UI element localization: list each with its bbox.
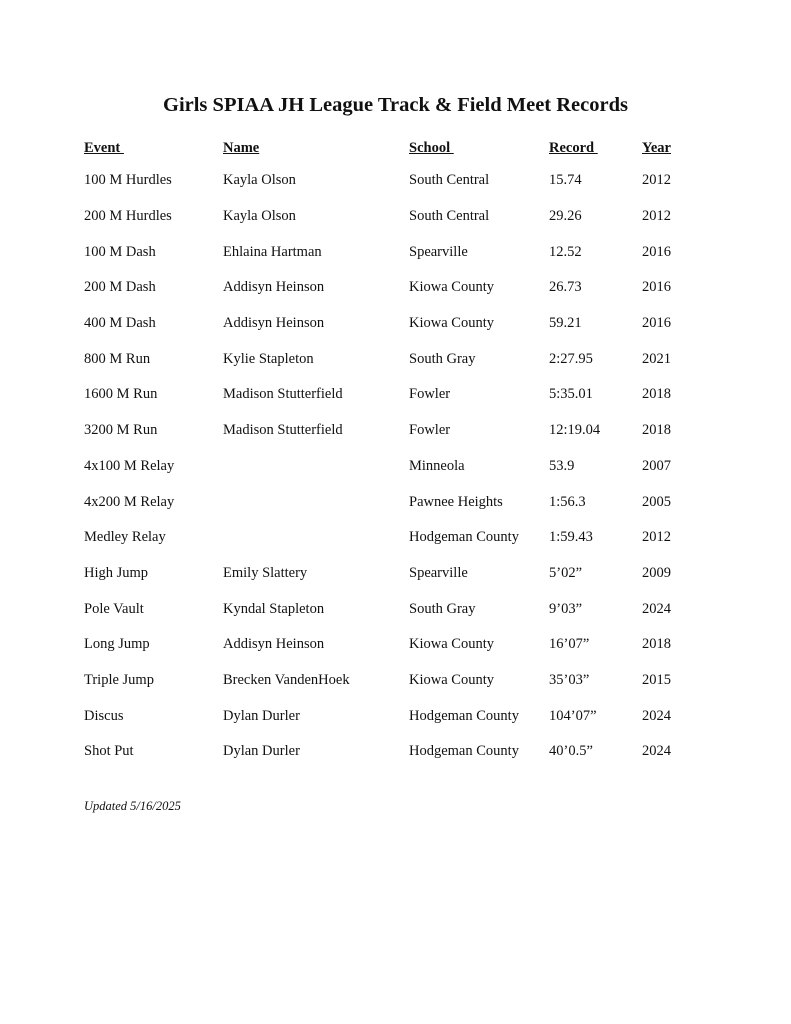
- cell-name: Addisyn Heinson: [223, 279, 325, 296]
- cell-event: 3200 M Run: [84, 422, 158, 439]
- cell-year: 2016: [642, 243, 671, 260]
- cell-event: Shot Put: [84, 743, 134, 760]
- cell-record: 35’03”: [549, 671, 590, 688]
- cell-year: 2015: [642, 671, 671, 688]
- cell-name: Kayla Olson: [223, 172, 296, 189]
- cell-school: Hodgeman County: [409, 707, 519, 724]
- cell-year: 2018: [642, 386, 671, 403]
- cell-record: 1:56.3: [549, 493, 586, 510]
- cell-name: Kylie Stapleton: [223, 350, 314, 367]
- cell-record: 53.9: [549, 457, 575, 474]
- cell-record: 59.21: [549, 315, 582, 332]
- cell-name: Brecken VandenHoek: [223, 671, 350, 688]
- cell-school: Hodgeman County: [409, 743, 519, 760]
- table-row: [84, 663, 724, 699]
- column-header-record: Record: [549, 139, 598, 156]
- table-row: [84, 484, 724, 520]
- cell-name: Madison Stutterfield: [223, 386, 343, 403]
- cell-record: 104’07”: [549, 707, 597, 724]
- page-title: Girls SPIAA JH League Track & Field Meet Records: [163, 94, 628, 116]
- cell-year: 2009: [642, 564, 671, 581]
- cell-event: 200 M Dash: [84, 279, 156, 296]
- table-row: [84, 306, 724, 342]
- table-row: [84, 163, 724, 199]
- cell-event: Pole Vault: [84, 600, 144, 617]
- cell-school: South Gray: [409, 600, 476, 617]
- cell-name: Emily Slattery: [223, 564, 308, 581]
- cell-record: 1:59.43: [549, 529, 593, 546]
- cell-record: 16’07”: [549, 636, 590, 653]
- cell-record: 40’0.5”: [549, 743, 593, 760]
- cell-event: 800 M Run: [84, 350, 151, 367]
- table-row: [84, 520, 724, 556]
- column-header-event: Event: [84, 139, 124, 156]
- cell-school: South Central: [409, 172, 490, 189]
- cell-school: Hodgeman County: [409, 529, 519, 546]
- cell-year: 2024: [642, 600, 671, 617]
- cell-year: 2012: [642, 529, 671, 546]
- cell-record: 2:27.95: [549, 350, 593, 367]
- cell-record: 9’03”: [549, 600, 583, 617]
- cell-school: South Gray: [409, 350, 476, 367]
- cell-year: 2007: [642, 457, 671, 474]
- records-body: [84, 163, 724, 770]
- cell-school: Pawnee Heights: [409, 493, 503, 510]
- cell-year: 2024: [642, 743, 671, 760]
- updated-note: Updated 5/16/2025: [84, 799, 181, 813]
- cell-record: 29.26: [549, 208, 582, 225]
- table-row: [84, 234, 724, 270]
- cell-event: 1600 M Run: [84, 386, 158, 403]
- cell-school: Spearville: [409, 564, 468, 581]
- cell-event: 400 M Dash: [84, 315, 156, 332]
- table-row: [84, 734, 724, 770]
- cell-event: High Jump: [84, 564, 149, 581]
- cell-school: Fowler: [409, 422, 451, 439]
- cell-year: 2005: [642, 493, 671, 510]
- cell-school: Kiowa County: [409, 315, 494, 332]
- cell-school: Spearville: [409, 243, 468, 260]
- column-header-name: Name: [223, 139, 260, 156]
- cell-school: Minneola: [409, 457, 465, 474]
- cell-name: Madison Stutterfield: [223, 422, 343, 439]
- cell-school: Kiowa County: [409, 279, 494, 296]
- cell-name: Ehlaina Hartman: [223, 243, 322, 260]
- cell-year: 2021: [642, 350, 671, 367]
- cell-event: 4x100 M Relay: [84, 457, 175, 474]
- cell-year: 2018: [642, 422, 671, 439]
- cell-record: 5:35.01: [549, 386, 593, 403]
- cell-record: 26.73: [549, 279, 582, 296]
- cell-event: 4x200 M Relay: [84, 493, 175, 510]
- cell-name: Addisyn Heinson: [223, 636, 325, 653]
- cell-name: [223, 520, 409, 556]
- table-row: [84, 627, 724, 663]
- table-row: [84, 556, 724, 592]
- cell-name: Dylan Durler: [223, 707, 300, 724]
- table-row: [84, 377, 724, 413]
- cell-school: South Central: [409, 208, 490, 225]
- cell-event: Discus: [84, 707, 124, 724]
- column-header-school: School: [409, 139, 454, 156]
- table-row: [84, 698, 724, 734]
- cell-record: 15.74: [549, 172, 582, 189]
- table-row: [84, 270, 724, 306]
- column-header-year: Year: [642, 139, 671, 156]
- cell-record: 12:19.04: [549, 422, 601, 439]
- cell-school: Kiowa County: [409, 671, 494, 688]
- cell-event: 100 M Hurdles: [84, 172, 172, 189]
- table-row: [84, 199, 724, 235]
- cell-record: 5’02”: [549, 564, 583, 581]
- table-row: [84, 341, 724, 377]
- cell-record: 12.52: [549, 243, 582, 260]
- cell-year: 2024: [642, 707, 671, 724]
- records-table: [84, 133, 724, 770]
- cell-name: Addisyn Heinson: [223, 315, 325, 332]
- cell-year: 2018: [642, 636, 671, 653]
- cell-name: Kyndal Stapleton: [223, 600, 325, 617]
- cell-event: 200 M Hurdles: [84, 208, 172, 225]
- cell-year: 2016: [642, 279, 671, 296]
- cell-year: 2016: [642, 315, 671, 332]
- table-row: [84, 449, 724, 485]
- cell-school: Fowler: [409, 386, 451, 403]
- cell-name: [223, 484, 409, 520]
- cell-name: Kayla Olson: [223, 208, 296, 225]
- cell-name: [223, 449, 409, 485]
- table-header-row: [84, 133, 724, 163]
- cell-name: Dylan Durler: [223, 743, 300, 760]
- cell-year: 2012: [642, 208, 671, 225]
- cell-event: Medley Relay: [84, 529, 166, 546]
- table-row: [84, 591, 724, 627]
- table-row: [84, 413, 724, 449]
- cell-event: 100 M Dash: [84, 243, 156, 260]
- cell-school: Kiowa County: [409, 636, 494, 653]
- cell-year: 2012: [642, 172, 671, 189]
- cell-event: Triple Jump: [84, 671, 154, 688]
- cell-event: Long Jump: [84, 636, 150, 653]
